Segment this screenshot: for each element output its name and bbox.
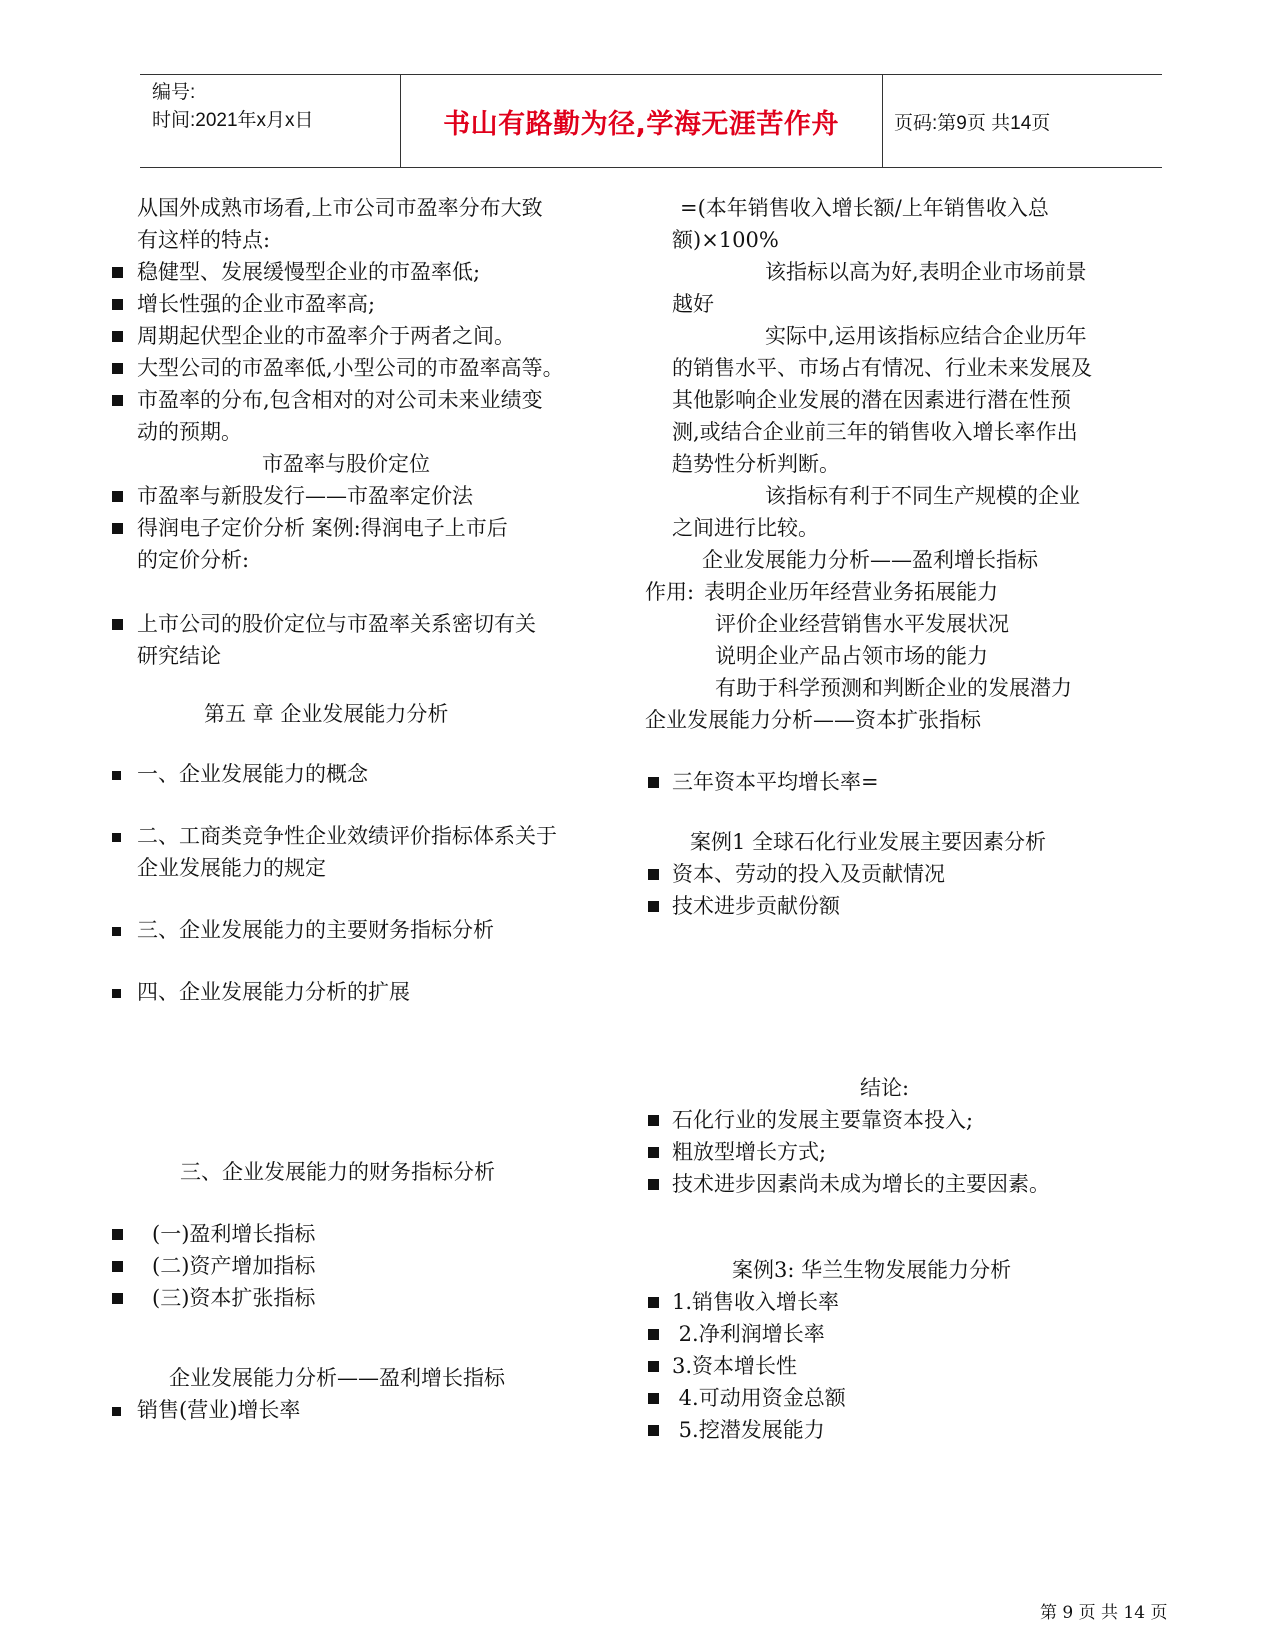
bullet-square-icon: [112, 1407, 121, 1416]
bullet-square-icon: [112, 523, 123, 534]
bullet-square-icon: [648, 1179, 659, 1190]
section-heading: 案例1 全球石化行业发展主要因素分析: [690, 830, 1047, 854]
bullet-square-icon: [648, 901, 659, 912]
bullet-square-icon: [648, 1425, 659, 1436]
list-item: 稳健型、发展缓慢型企业的市盈率低;: [112, 256, 642, 288]
bullet-square-icon: [112, 331, 123, 342]
list-item-continuation: 的定价分析:: [137, 548, 250, 572]
bullet-square-icon: [112, 927, 121, 936]
header-motto-cell: [400, 75, 883, 167]
list-item: 技术进步贡献份额: [670, 890, 1215, 922]
note-line: 越好: [672, 292, 714, 316]
list-item: 大型公司的市盈率低,小型公司的市盈率高等。: [112, 352, 642, 384]
note-line: 其他影响企业发展的潜在因素进行潜在性预: [672, 388, 1071, 412]
list-item: 技术进步因素尚未成为增长的主要因素。: [670, 1168, 1215, 1200]
list-item: 2.净利润增长率: [670, 1318, 1215, 1350]
bullet-square-icon: [648, 1147, 659, 1158]
list-item: 增长性强的企业市盈率高;: [112, 288, 642, 320]
formula-line: =(本年销售收入增长额/上年销售收入总: [680, 196, 1049, 220]
section-heading: 案例3: 华兰生物发展能力分析: [732, 1258, 1012, 1282]
role-line: 有助于科学预测和判断企业的发展潜力: [715, 676, 1072, 700]
intro-line: 从国外成熟市场看,上市公司市盈率分布大致: [137, 196, 543, 220]
list-item: 市盈率与新股发行——市盈率定价法: [112, 480, 642, 512]
role-line: 作用: 表明企业历年经营业务拓展能力: [645, 580, 999, 604]
list-item: 一、企业发展能力的概念: [112, 758, 642, 790]
list-item: 四、企业发展能力分析的扩展: [112, 976, 642, 1008]
note-line: 该指标以高为好,表明企业市场前景: [765, 260, 1087, 284]
list-item: (一)盈利增长指标: [112, 1218, 642, 1250]
list-item: 三年资本平均增长率=: [670, 766, 1215, 798]
header-right-cell: [882, 75, 1162, 167]
left-column: [112, 192, 642, 1426]
bullet-square-icon: [112, 771, 121, 780]
list-item: 市盈率的分布,包含相对的对公司未来业绩变: [112, 384, 642, 416]
list-item: 销售(营业)增长率: [112, 1394, 642, 1426]
list-item: 三、企业发展能力的主要财务指标分析: [112, 914, 642, 946]
bullet-square-icon: [648, 1297, 659, 1308]
note-line: 之间进行比较。: [672, 516, 819, 540]
formula-line: 额)×100%: [672, 228, 779, 252]
note-line: 的销售水平、市场占有情况、行业未来发展及: [672, 356, 1092, 380]
role-line: 说明企业产品占领市场的能力: [715, 644, 988, 668]
bullet-square-icon: [648, 1361, 659, 1372]
bullet-square-icon: [112, 833, 121, 842]
bullet-square-icon: [112, 619, 123, 630]
bullet-square-icon: [112, 989, 121, 998]
role-label: 作用:: [645, 580, 695, 604]
note-line: 测,或结合企业前三年的销售收入增长率作出: [672, 420, 1078, 444]
role-line: 评价企业经营销售水平发展状况: [715, 612, 1009, 636]
page-footer: 第 9 页 共 14 页: [1040, 1603, 1168, 1623]
section-heading: 企业发展能力分析——盈利增长指标: [702, 548, 1038, 572]
list-item: 5.挖潜发展能力: [670, 1414, 1215, 1446]
bullet-square-icon: [112, 395, 123, 406]
list-item: 上市公司的股价定位与市盈率关系密切有关: [112, 608, 642, 640]
bullet-square-icon: [112, 1229, 123, 1240]
section-heading: 企业发展能力分析——资本扩张指标: [645, 708, 981, 732]
list-item: 得润电子定价分析 案例:得润电子上市后: [112, 512, 642, 544]
bullet-square-icon: [112, 1293, 123, 1304]
page-header: [140, 74, 1162, 168]
note-line: 趋势性分析判断。: [672, 452, 840, 476]
list-item: 周期起伏型企业的市盈率介于两者之间。: [112, 320, 642, 352]
list-item: 1.销售收入增长率: [670, 1286, 1215, 1318]
bullet-square-icon: [648, 777, 659, 788]
header-left-cell: [140, 75, 401, 167]
bullet-square-icon: [648, 869, 659, 880]
note-line: 该指标有利于不同生产规模的企业: [765, 484, 1080, 508]
list-item: 石化行业的发展主要靠资本投入;: [670, 1104, 1215, 1136]
list-item: (二)资产增加指标: [112, 1250, 642, 1282]
list-item: 粗放型增长方式;: [670, 1136, 1215, 1168]
page-info: 页码:第9页 共14页: [894, 112, 1051, 134]
section-heading: 企业发展能力分析——盈利增长指标: [169, 1366, 505, 1390]
bullet-square-icon: [648, 1329, 659, 1340]
list-item: 3.资本增长性: [670, 1350, 1215, 1382]
list-item-continuation: 动的预期。: [137, 420, 242, 444]
intro-line: 有这样的特点:: [137, 228, 271, 252]
right-column: [645, 192, 1215, 1446]
list-item-continuation: 研究结论: [137, 644, 221, 668]
section-heading: 结论:: [860, 1076, 910, 1100]
motto: 书山有路勤为径,学海无涯苦作舟: [443, 108, 839, 140]
chapter-title: 第五 章 企业发展能力分析: [204, 702, 449, 726]
bullet-square-icon: [112, 299, 123, 310]
bullet-square-icon: [648, 1393, 659, 1404]
bullet-square-icon: [648, 1115, 659, 1126]
list-item: (三)资本扩张指标: [112, 1282, 642, 1314]
bullet-square-icon: [112, 363, 123, 374]
bullet-square-icon: [112, 491, 123, 502]
list-item-continuation: 企业发展能力的规定: [137, 856, 326, 880]
section-heading: 市盈率与股价定位: [262, 452, 430, 476]
bullet-square-icon: [112, 267, 123, 278]
section-heading: 三、企业发展能力的财务指标分析: [180, 1160, 495, 1184]
list-item: 二、工商类竞争性企业效绩评价指标体系关于: [112, 820, 642, 852]
bullet-square-icon: [112, 1261, 123, 1272]
number-label: 编号:: [152, 82, 196, 103]
list-item: 4.可动用资金总额: [670, 1382, 1215, 1414]
note-line: 实际中,运用该指标应结合企业历年: [765, 324, 1087, 348]
list-item: 资本、劳动的投入及贡献情况: [670, 858, 1215, 890]
time-label: 时间:2021年x月x日: [152, 110, 314, 131]
